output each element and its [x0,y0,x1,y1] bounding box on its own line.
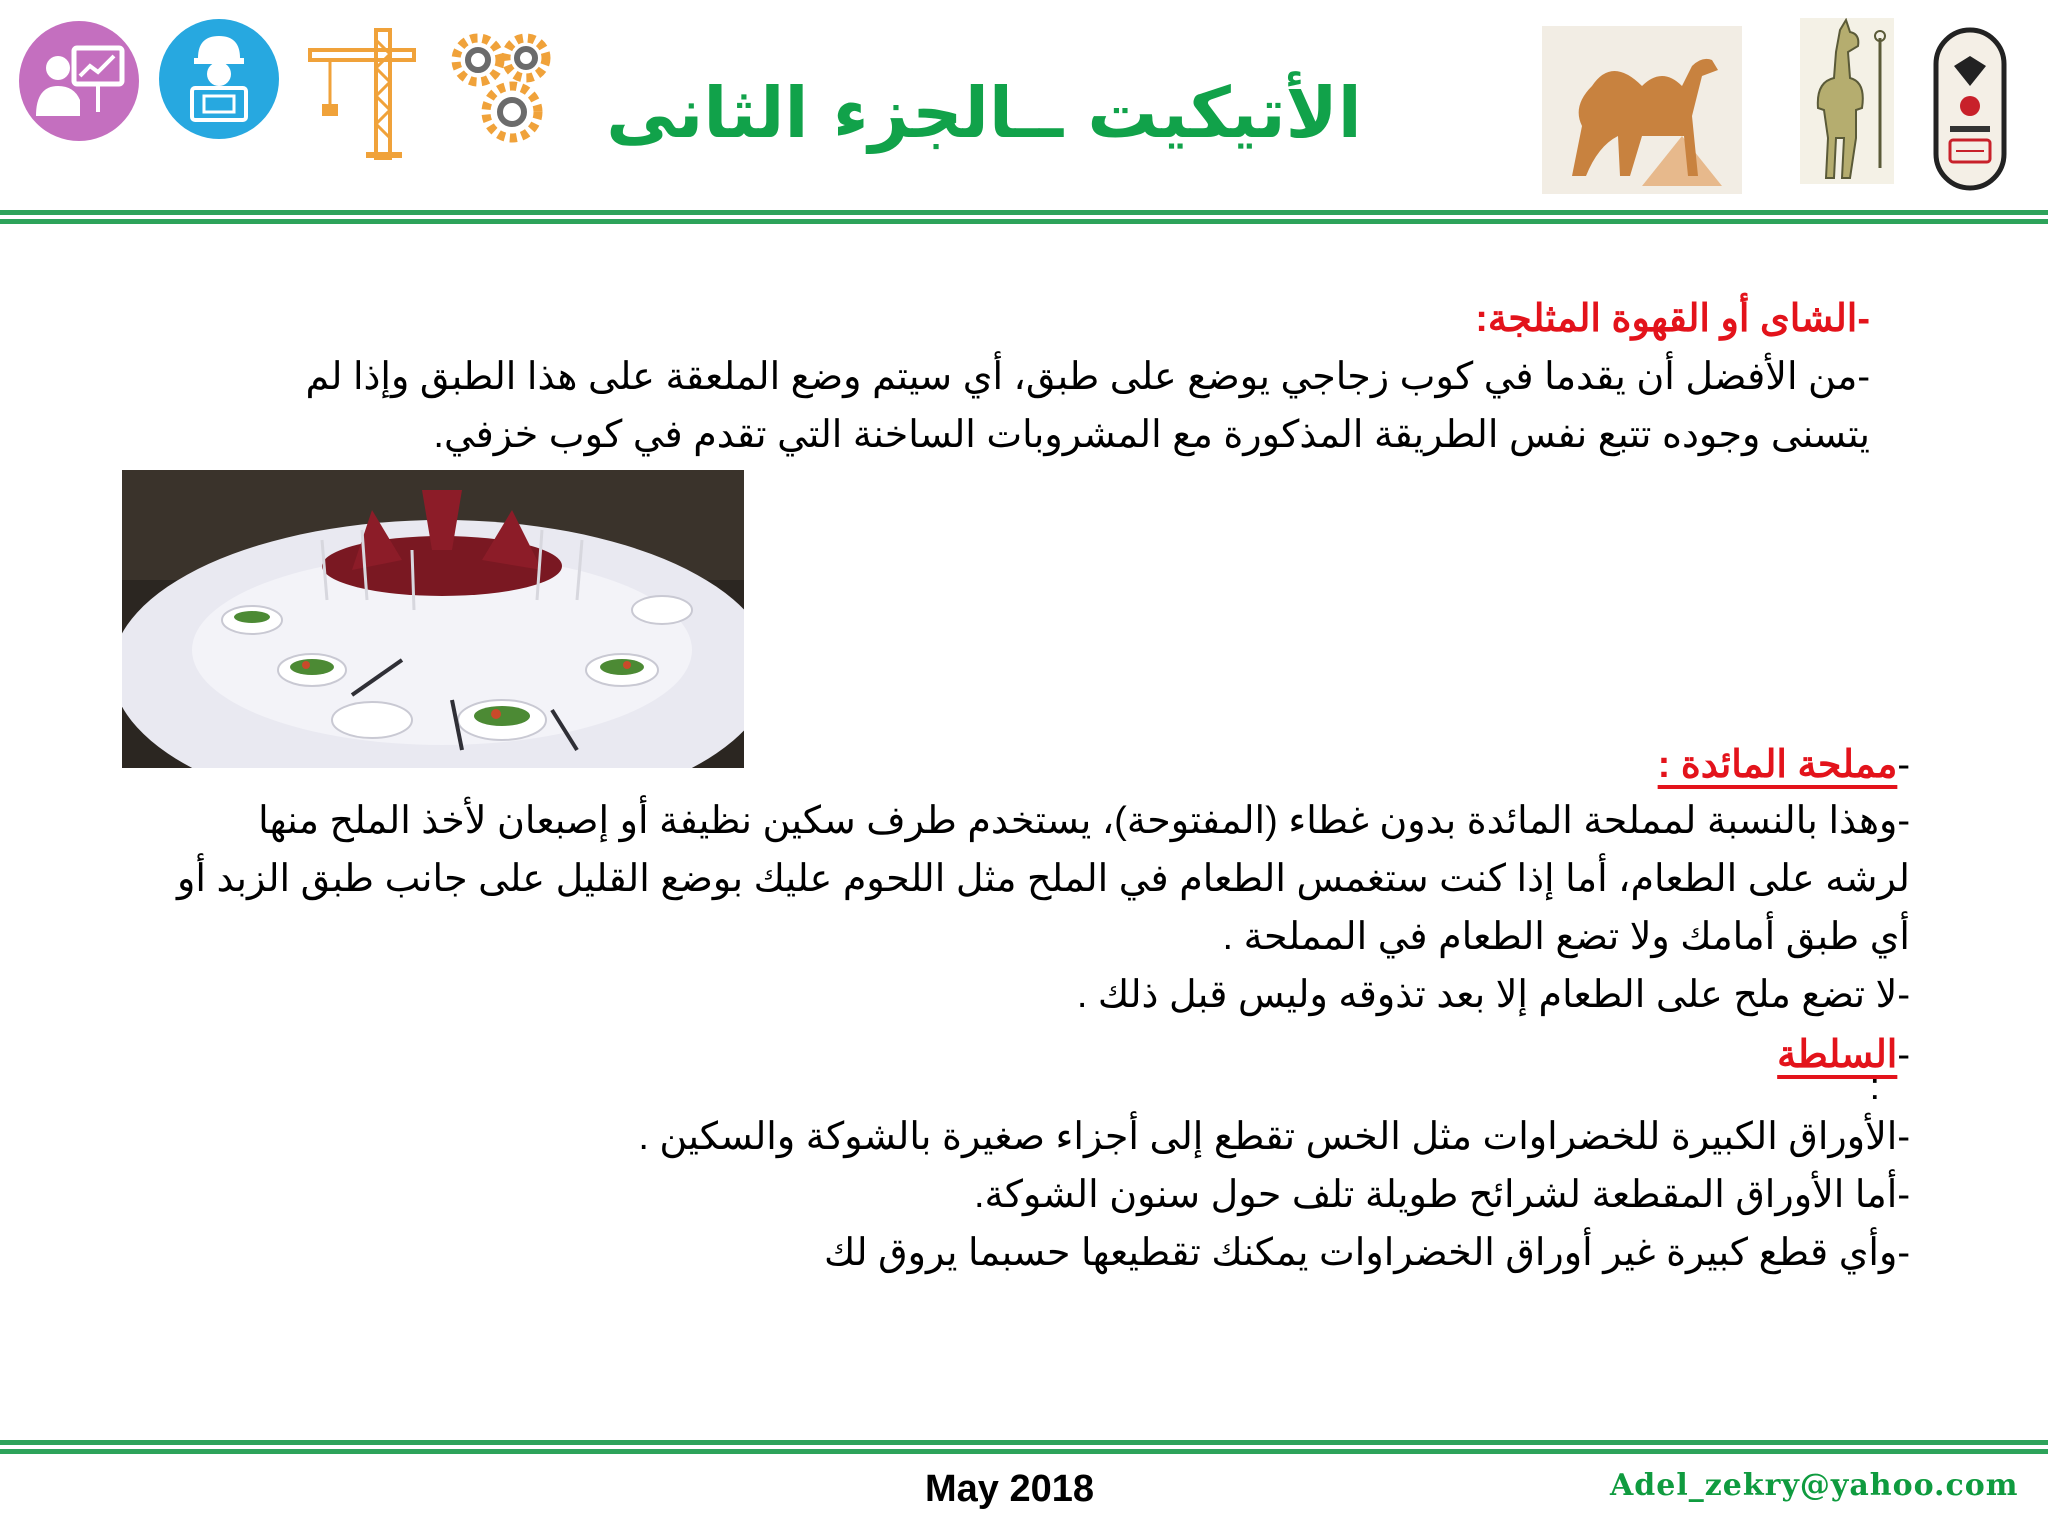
section-paragraph-salad [500,1108,1910,1282]
footer-email: Adel_zekry@yahoo.com [1610,1468,2019,1503]
paragraph-line: لرشه على الطعام، أما إذا كنت ستغمس الطعام في الملح مثل اللحوم عليك بوضع القليل على جانب طبق الزبد أو [177,858,1910,900]
paragraph-line: -لا تضع ملح على الطعام إلا بعد تذوقه وليس قبل ذلك . [1076,974,1910,1016]
camel-logo [1542,26,1742,194]
paragraph-line: -من الأفضل أن يقدما في كوب زجاجي يوضع على طبق، أي سيتم وضع الملعقة على هذا الطبق وإذا لم [305,356,1870,398]
paragraph-line: أي طبق أمامك ولا تضع الطعام في المملحة . [1222,916,1910,958]
header-divider-2 [0,219,2048,224]
paragraph-line: يتسنى وجوده تتبع نفس الطريقة المذكورة مع المشروبات الساخنة التي تقدم في كوب خزفي. [433,414,1870,456]
paragraph-line: -وأي قطع كبيرة غير أوراق الخضراوات يمكنك تقطيعها حسبما يروق لك [823,1232,1910,1274]
footer-divider [0,1440,2048,1445]
footer-divider-2 [0,1449,2048,1454]
university-emblem-logo [1932,26,2008,192]
paragraph-line: -أما الأوراق المقطعة لشرائح طويلة تلف حول سنون الشوكة. [973,1174,1910,1216]
heading-text: السلطة [1777,1034,1898,1076]
heading-text: مملحة المائدة : [1657,744,1898,786]
section-heading-iced-tea-coffee: -الشاى أو القهوة المثلجة: [1475,298,1870,340]
section-paragraph-iced-tea [200,348,1870,464]
header-divider [0,210,2048,215]
anubis-logo [1800,18,1894,184]
section-heading-salad-colon: : [1869,1066,1880,1108]
section-paragraph-salt-shaker [130,792,1910,1024]
table-setting-photo [122,470,744,768]
footer-date: May 2018 [925,1468,1095,1510]
heading-dash: - [1897,744,1910,786]
section-heading-salt-shaker [1500,736,1910,794]
page-title: الأتيكيت ــالجزء الثانى [606,72,1362,154]
paragraph-line: -الأوراق الكبيرة للخضراوات مثل الخس تقطع إلى أجزاء صغيرة بالشوكة والسكين . [638,1116,1910,1158]
heading-dash: - [1897,1034,1910,1076]
paragraph-line: -وهذا بالنسبة لمملحة المائدة بدون غطاء (المفتوحة)، يستخدم طرف سكين نظيفة أو إصبعان لأخذ الملح منها [258,800,1910,842]
